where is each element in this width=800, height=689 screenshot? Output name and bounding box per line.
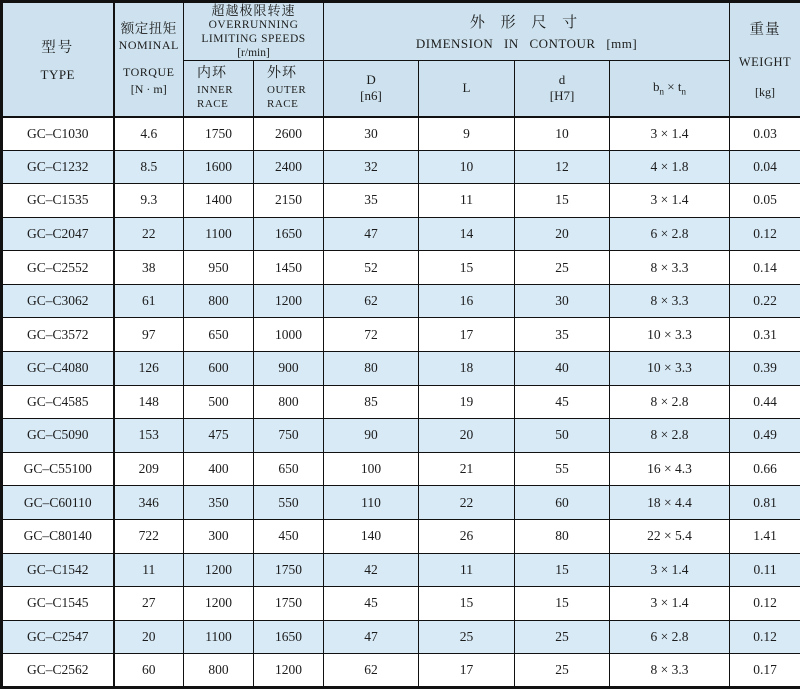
cell-b-t: 8 × 2.8 [610,385,730,419]
header-col-L-symbol: L [462,80,471,96]
header-speeds-en2: LIMITING SPEEDS [201,33,306,45]
cell-b-t: 8 × 3.3 [610,654,730,688]
cell-weight: 0.12 [730,217,800,251]
cell-weight: 0.05 [730,184,800,218]
cell-b-t: 18 × 4.4 [610,486,730,520]
header-weight-en: WEIGHT [738,54,792,69]
cell-torque: 148 [114,385,184,419]
header-col-bt-b: b [653,79,660,95]
header-speeds-en1: OVERRUNNING [208,19,299,31]
cell-b-t: 3 × 1.4 [610,553,730,587]
cell-inner-race-speed: 500 [184,385,254,419]
cell-L: 19 [419,385,515,419]
cell-torque: 209 [114,452,184,486]
cell-d: 15 [515,587,610,621]
cell-D: 32 [324,150,419,184]
header-col-bt-t: t [677,79,682,95]
table-row [2,452,800,486]
header-torque-zh: 额定扭矩 [120,21,177,37]
cell-inner-race-speed: 950 [184,251,254,285]
cell-torque: 722 [114,519,184,553]
cell-inner-race-speed: 1200 [184,587,254,621]
cell-L: 25 [419,620,515,654]
cell-torque: 126 [114,352,184,386]
cell-inner-race-speed: 800 [184,654,254,688]
cell-b-t: 8 × 2.8 [610,419,730,453]
cell-b-t: 10 × 3.3 [610,352,730,386]
cell-b-t: 3 × 1.4 [610,117,730,151]
cell-torque: 60 [114,654,184,688]
cell-D: 42 [324,553,419,587]
header-torque [114,2,184,117]
table-body [2,117,800,688]
header-col-D [324,61,419,117]
cell-L: 10 [419,150,515,184]
cell-type: GC–C4585 [2,385,114,419]
cell-type: GC–C1545 [2,587,114,621]
cell-torque: 346 [114,486,184,520]
cell-weight: 0.49 [730,419,800,453]
cell-outer-race-speed: 800 [254,385,324,419]
cell-d: 15 [515,184,610,218]
cell-outer-race-speed: 2400 [254,150,324,184]
cell-outer-race-speed: 550 [254,486,324,520]
header-outer-race [254,61,324,117]
cell-type: GC–C80140 [2,519,114,553]
cell-d: 35 [515,318,610,352]
cell-weight: 0.03 [730,117,800,151]
cell-D: 47 [324,217,419,251]
cell-b-t: 3 × 1.4 [610,587,730,621]
cell-torque: 61 [114,284,184,318]
cell-L: 11 [419,184,515,218]
cell-D: 62 [324,284,419,318]
header-speeds-unit: [r/min] [237,47,270,59]
cell-outer-race-speed: 1000 [254,318,324,352]
header-type [2,2,114,117]
header-torque-unit: [N · m] [130,82,167,97]
table-row [2,117,800,151]
cell-outer-race-speed: 1200 [254,284,324,318]
cell-inner-race-speed: 475 [184,419,254,453]
table-header [2,2,800,117]
cell-inner-race-speed: 1200 [184,553,254,587]
cell-type: GC–C1542 [2,553,114,587]
cell-b-t: 8 × 3.3 [610,284,730,318]
cell-weight: 0.12 [730,620,800,654]
table-row [2,519,800,553]
header-col-D-symbol: D [366,72,376,88]
cell-type: GC–C3572 [2,318,114,352]
cell-b-t: 3 × 1.4 [610,184,730,218]
cell-d: 25 [515,251,610,285]
cell-D: 52 [324,251,419,285]
cell-D: 85 [324,385,419,419]
cell-b-t: 16 × 4.3 [610,452,730,486]
table-row [2,620,800,654]
cell-inner-race-speed: 800 [184,284,254,318]
cell-torque: 27 [114,587,184,621]
cell-torque: 9.3 [114,184,184,218]
cell-outer-race-speed: 1450 [254,251,324,285]
cell-outer-race-speed: 450 [254,519,324,553]
table-row [2,553,800,587]
cell-outer-race-speed: 1750 [254,553,324,587]
cell-weight: 0.22 [730,284,800,318]
header-dimension-en: DIMENSION IN CONTOUR [mm] [415,36,638,51]
cell-D: 140 [324,519,419,553]
cell-weight: 0.14 [730,251,800,285]
cell-inner-race-speed: 350 [184,486,254,520]
header-torque-en1: NOMINAL [118,38,179,53]
cell-inner-race-speed: 1100 [184,620,254,654]
table-row [2,318,800,352]
cell-b-t: 4 × 1.8 [610,150,730,184]
cell-L: 11 [419,553,515,587]
cell-L: 20 [419,419,515,453]
cell-weight: 0.31 [730,318,800,352]
cell-L: 17 [419,318,515,352]
table-row [2,486,800,520]
header-torque-en2: TORQUE [123,65,175,80]
cell-L: 18 [419,352,515,386]
header-limiting-speeds [184,2,324,61]
cell-torque: 153 [114,419,184,453]
header-type-en: TYPE [40,66,75,82]
cell-L: 26 [419,519,515,553]
table-row [2,184,800,218]
cell-L: 17 [419,654,515,688]
cell-D: 47 [324,620,419,654]
header-weight-unit: [kg] [755,85,776,100]
cell-d: 40 [515,352,610,386]
cell-D: 30 [324,117,419,151]
cell-inner-race-speed: 1600 [184,150,254,184]
cell-L: 22 [419,486,515,520]
cell-d: 15 [515,553,610,587]
cell-torque: 22 [114,217,184,251]
cell-D: 80 [324,352,419,386]
cell-L: 15 [419,587,515,621]
header-outer-zh: 外环 [267,66,297,82]
cell-weight: 0.44 [730,385,800,419]
cell-L: 15 [419,251,515,285]
cell-d: 20 [515,217,610,251]
cell-d: 25 [515,654,610,688]
cell-weight: 0.39 [730,352,800,386]
cell-D: 62 [324,654,419,688]
cell-torque: 97 [114,318,184,352]
header-inner-zh: 内环 [197,66,227,82]
cell-type: GC–C4080 [2,352,114,386]
cell-d: 12 [515,150,610,184]
cell-type: GC–C2552 [2,251,114,285]
cell-d: 60 [515,486,610,520]
header-col-d-symbol: d [558,72,566,88]
multiply-sign: × [664,79,678,95]
cell-weight: 0.12 [730,587,800,621]
cell-d: 30 [515,284,610,318]
header-col-d [515,61,610,117]
header-col-bt-t-sub: n [681,87,686,98]
cell-outer-race-speed: 1750 [254,587,324,621]
table-row [2,352,800,386]
cell-weight: 0.81 [730,486,800,520]
cell-d: 45 [515,385,610,419]
header-inner-en2: RACE [197,98,229,111]
cell-torque: 38 [114,251,184,285]
cell-L: 14 [419,217,515,251]
header-col-D-tolerance: [n6] [360,88,382,104]
cell-inner-race-speed: 600 [184,352,254,386]
table-row [2,217,800,251]
table-row [2,251,800,285]
cell-inner-race-speed: 1400 [184,184,254,218]
header-outer-en2: RACE [267,98,299,111]
header-type-zh: 型号 [41,39,75,56]
cell-d: 80 [515,519,610,553]
cell-outer-race-speed: 900 [254,352,324,386]
header-col-L [419,61,515,117]
cell-D: 45 [324,587,419,621]
header-col-bt [610,61,730,117]
cell-weight: 1.41 [730,519,800,553]
cell-outer-race-speed: 1200 [254,654,324,688]
cell-outer-race-speed: 1650 [254,620,324,654]
header-outer-en1: OUTER [267,84,307,97]
header-col-bt-b-sub: n [659,87,665,98]
cell-b-t: 22 × 5.4 [610,519,730,553]
cell-D: 90 [324,419,419,453]
cell-b-t: 6 × 2.8 [610,620,730,654]
cell-type: GC–C2547 [2,620,114,654]
header-inner-en1: INNER [197,84,234,97]
table-row [2,419,800,453]
cell-type: GC–C1535 [2,184,114,218]
cell-d: 50 [515,419,610,453]
cell-outer-race-speed: 750 [254,419,324,453]
cell-d: 10 [515,117,610,151]
cell-torque: 4.6 [114,117,184,151]
table-row [2,284,800,318]
cell-type: GC–C1232 [2,150,114,184]
header-dimension [324,2,730,61]
cell-torque: 11 [114,553,184,587]
cell-D: 100 [324,452,419,486]
cell-torque: 8.5 [114,150,184,184]
cell-weight: 0.11 [730,553,800,587]
cell-inner-race-speed: 300 [184,519,254,553]
cell-inner-race-speed: 1100 [184,217,254,251]
table-row [2,654,800,688]
cell-inner-race-speed: 400 [184,452,254,486]
cell-torque: 20 [114,620,184,654]
cell-L: 9 [419,117,515,151]
cell-type: GC–C60110 [2,486,114,520]
cell-outer-race-speed: 650 [254,452,324,486]
header-speeds-zh: 超越极限转速 [211,3,296,18]
cell-weight: 0.04 [730,150,800,184]
cell-inner-race-speed: 1750 [184,117,254,151]
header-weight-zh: 重量 [749,22,781,39]
cell-type: GC–C2562 [2,654,114,688]
cell-inner-race-speed: 650 [184,318,254,352]
cell-type: GC–C2047 [2,217,114,251]
cell-b-t: 6 × 2.8 [610,217,730,251]
table-row [2,587,800,621]
cell-outer-race-speed: 2600 [254,117,324,151]
cell-weight: 0.17 [730,654,800,688]
cell-type: GC–C55100 [2,452,114,486]
table-row [2,385,800,419]
cell-outer-race-speed: 1650 [254,217,324,251]
cell-type: GC–C1030 [2,117,114,151]
header-dimension-zh: 外 形 尺 寸 [469,15,584,31]
cell-d: 25 [515,620,610,654]
cell-b-t: 8 × 3.3 [610,251,730,285]
cell-type: GC–C5090 [2,419,114,453]
cell-D: 110 [324,486,419,520]
cell-L: 16 [419,284,515,318]
cell-d: 55 [515,452,610,486]
cell-L: 21 [419,452,515,486]
header-inner-race [184,61,254,117]
cell-D: 72 [324,318,419,352]
table-row [2,150,800,184]
cell-weight: 0.66 [730,452,800,486]
cell-outer-race-speed: 2150 [254,184,324,218]
header-col-d-tolerance: [H7] [549,88,575,104]
cell-D: 35 [324,184,419,218]
cell-type: GC–C3062 [2,284,114,318]
cell-b-t: 10 × 3.3 [610,318,730,352]
header-weight [730,2,800,117]
